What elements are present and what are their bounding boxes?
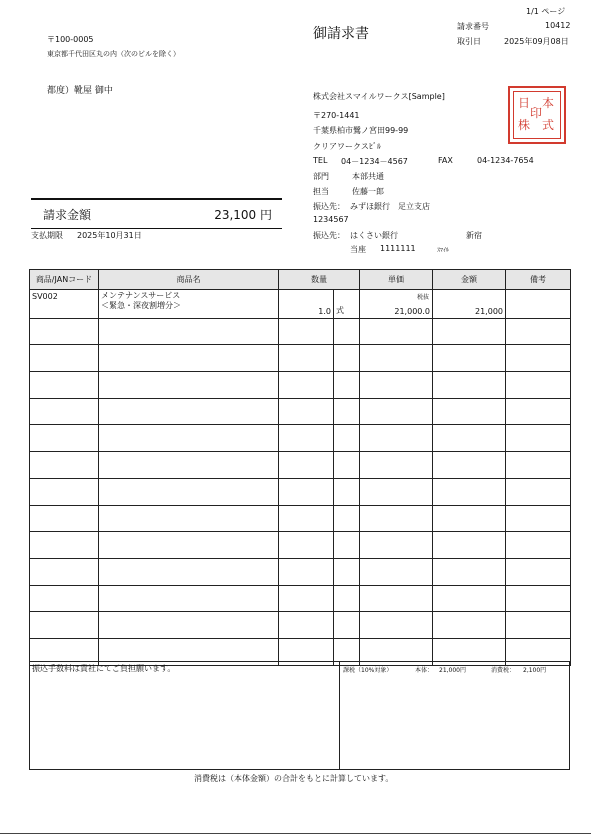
- empty-cell: [334, 585, 360, 612]
- page-number: 1/1 ページ: [526, 7, 566, 16]
- empty-cell: [433, 612, 506, 639]
- table-row: [30, 290, 571, 319]
- empty-cell: [99, 398, 279, 425]
- empty-cell: [334, 318, 360, 345]
- empty-cell: [334, 345, 360, 372]
- item-code: SV002: [30, 290, 99, 319]
- empty-cell: [360, 585, 433, 612]
- table-row: [30, 612, 571, 639]
- bank2-branch: 新宿: [466, 231, 482, 240]
- empty-cell: [99, 345, 279, 372]
- empty-cell: [30, 505, 99, 532]
- empty-cell: [99, 425, 279, 452]
- empty-cell: [433, 505, 506, 532]
- empty-cell: [279, 318, 334, 345]
- empty-cell: [506, 345, 571, 372]
- empty-cell: [506, 558, 571, 585]
- empty-cell: [433, 398, 506, 425]
- tax-calc-note: 消費税は（本体金額）の合計をもとに計算しています。: [194, 774, 394, 783]
- item-unit: 式: [334, 290, 360, 319]
- empty-cell: [279, 505, 334, 532]
- empty-cell: [506, 318, 571, 345]
- amount-value: 23,100 円: [214, 208, 272, 222]
- transfer-fee-note: 振込手数料は貴社にてご負担願います。: [32, 664, 176, 673]
- empty-cell: [506, 398, 571, 425]
- table-row: [30, 585, 571, 612]
- bank1-label: 振込先：: [313, 202, 345, 211]
- empty-cell: [433, 558, 506, 585]
- empty-cell: [433, 318, 506, 345]
- empty-cell: [334, 558, 360, 585]
- header-qty: 数量: [279, 270, 360, 290]
- tel-label: TEL: [313, 156, 328, 165]
- recipient-address: 東京都千代田区丸の内（次のビルを除く）: [47, 50, 180, 58]
- table-row: [30, 425, 571, 452]
- company-seal: 日 本 株 式 印: [508, 86, 566, 144]
- empty-cell: [279, 612, 334, 639]
- items-table: [29, 269, 571, 666]
- header-price: 単価: [360, 270, 433, 290]
- empty-cell: [30, 425, 99, 452]
- empty-cell: [30, 585, 99, 612]
- issuer-company: 株式会社スマイルワークス[Sample]: [313, 92, 445, 101]
- empty-cell: [334, 398, 360, 425]
- empty-cell: [360, 612, 433, 639]
- empty-cell: [279, 398, 334, 425]
- empty-cell: [433, 585, 506, 612]
- empty-cell: [99, 612, 279, 639]
- bank1-name: みずほ銀行 足立支店: [350, 202, 430, 211]
- empty-cell: [506, 372, 571, 399]
- empty-cell: [30, 612, 99, 639]
- bank2-name: はくさい銀行: [350, 231, 398, 240]
- page-bottom-border: [0, 833, 591, 834]
- table-header-row: [30, 270, 571, 290]
- item-qty: 1.0: [279, 290, 334, 319]
- empty-cell: [30, 452, 99, 479]
- notes-box: [29, 661, 570, 770]
- item-name-cell: [99, 290, 279, 319]
- item-name-sub: ＜緊急・深夜割増分＞: [101, 301, 181, 310]
- table-row: [30, 398, 571, 425]
- table-row: [30, 345, 571, 372]
- transaction-date: 2025年09月08日: [504, 37, 569, 46]
- empty-cell: [360, 452, 433, 479]
- fax-label: FAX: [438, 156, 453, 165]
- empty-cell: [360, 398, 433, 425]
- table-row: [30, 318, 571, 345]
- issuer-dept: 本部共通: [352, 172, 384, 181]
- empty-cell: [30, 372, 99, 399]
- invoice-number: 10412: [545, 21, 571, 30]
- due-label: 支払期限: [31, 231, 63, 240]
- empty-cell: [433, 478, 506, 505]
- issuer-postal: 〒270-1441: [313, 111, 360, 120]
- amount-label: 請求金額: [43, 208, 92, 222]
- empty-cell: [433, 372, 506, 399]
- invoice-number-label: 請求番号: [457, 22, 489, 31]
- empty-cell: [279, 425, 334, 452]
- empty-cell: [279, 532, 334, 559]
- item-remarks: [506, 290, 571, 319]
- empty-cell: [279, 452, 334, 479]
- empty-cell: [506, 425, 571, 452]
- table-row: [30, 478, 571, 505]
- empty-cell: [433, 452, 506, 479]
- empty-cell: [360, 372, 433, 399]
- bank1-account: 1234567: [313, 215, 349, 224]
- document-title: 御請求書: [313, 26, 369, 42]
- empty-cell: [334, 505, 360, 532]
- table-row: [30, 372, 571, 399]
- empty-cell: [433, 532, 506, 559]
- item-price-cell: [360, 290, 433, 319]
- empty-cell: [30, 532, 99, 559]
- empty-cell: [279, 345, 334, 372]
- empty-cell: [279, 558, 334, 585]
- empty-cell: [360, 478, 433, 505]
- empty-cell: [279, 372, 334, 399]
- table-row: [30, 558, 571, 585]
- header-remarks: 備考: [506, 270, 571, 290]
- table-row: [30, 505, 571, 532]
- tax-category: 課税（10%対象）: [343, 667, 393, 674]
- date-label: 取引日: [457, 37, 481, 46]
- base-label: 本体：: [415, 667, 434, 674]
- header-name: 商品名: [99, 270, 279, 290]
- empty-cell: [334, 452, 360, 479]
- empty-cell: [30, 558, 99, 585]
- empty-cell: [360, 345, 433, 372]
- bank2-type: 当座: [350, 245, 366, 254]
- base-amount: 21,000円: [439, 667, 466, 674]
- issuer-building: クリアワークスﾋﾞﾙ: [313, 142, 381, 151]
- dept-label: 部門: [313, 172, 329, 181]
- empty-cell: [506, 452, 571, 479]
- empty-cell: [433, 425, 506, 452]
- issuer-tel: 04－1234－4567: [341, 157, 408, 166]
- empty-cell: [334, 612, 360, 639]
- tax-amount: 2,100円: [523, 667, 547, 674]
- empty-cell: [360, 318, 433, 345]
- empty-cell: [279, 478, 334, 505]
- item-tax-note: 税抜: [416, 294, 429, 301]
- empty-cell: [506, 532, 571, 559]
- empty-cell: [99, 478, 279, 505]
- amount-box: [31, 198, 282, 229]
- staff-label: 担当: [313, 187, 329, 196]
- item-price: 21,000.0: [394, 306, 430, 316]
- empty-cell: [360, 558, 433, 585]
- empty-cell: [99, 558, 279, 585]
- bank2-label: 振込先：: [313, 231, 345, 240]
- empty-cell: [30, 478, 99, 505]
- due-date: 2025年10月31日: [77, 231, 142, 240]
- empty-cell: [506, 612, 571, 639]
- empty-cell: [99, 505, 279, 532]
- empty-cell: [99, 372, 279, 399]
- header-amount: 金額: [433, 270, 506, 290]
- item-name: メンテナンスサービス: [101, 291, 181, 300]
- empty-cell: [334, 372, 360, 399]
- empty-cell: [506, 478, 571, 505]
- empty-cell: [360, 532, 433, 559]
- empty-cell: [30, 318, 99, 345]
- empty-cell: [30, 345, 99, 372]
- header-code: 商品/JANコード: [30, 270, 99, 290]
- empty-cell: [360, 425, 433, 452]
- empty-cell: [506, 505, 571, 532]
- empty-cell: [334, 425, 360, 452]
- recipient-postal: 〒100-0005: [47, 35, 94, 44]
- table-row: [30, 452, 571, 479]
- issuer-fax: 04-1234-7654: [477, 156, 534, 165]
- empty-cell: [99, 585, 279, 612]
- tax-label: 消費税：: [491, 667, 516, 674]
- recipient-name: 都度）靴屋 御中: [47, 86, 113, 96]
- bank2-account: 1111111: [380, 244, 416, 253]
- issuer-staff: 佐藤一郎: [352, 187, 384, 196]
- empty-cell: [334, 478, 360, 505]
- empty-cell: [30, 398, 99, 425]
- empty-cell: [360, 505, 433, 532]
- empty-cell: [99, 452, 279, 479]
- bank2-holder: ｽﾏｲﾙ: [437, 247, 450, 254]
- empty-cell: [334, 532, 360, 559]
- empty-cell: [506, 585, 571, 612]
- item-amount: 21,000: [433, 290, 506, 319]
- empty-cell: [433, 345, 506, 372]
- issuer-address: 千葉県柏市鷺ノ宮田99-99: [313, 126, 409, 135]
- empty-cell: [99, 318, 279, 345]
- empty-cell: [279, 585, 334, 612]
- table-row: [30, 532, 571, 559]
- empty-cell: [99, 532, 279, 559]
